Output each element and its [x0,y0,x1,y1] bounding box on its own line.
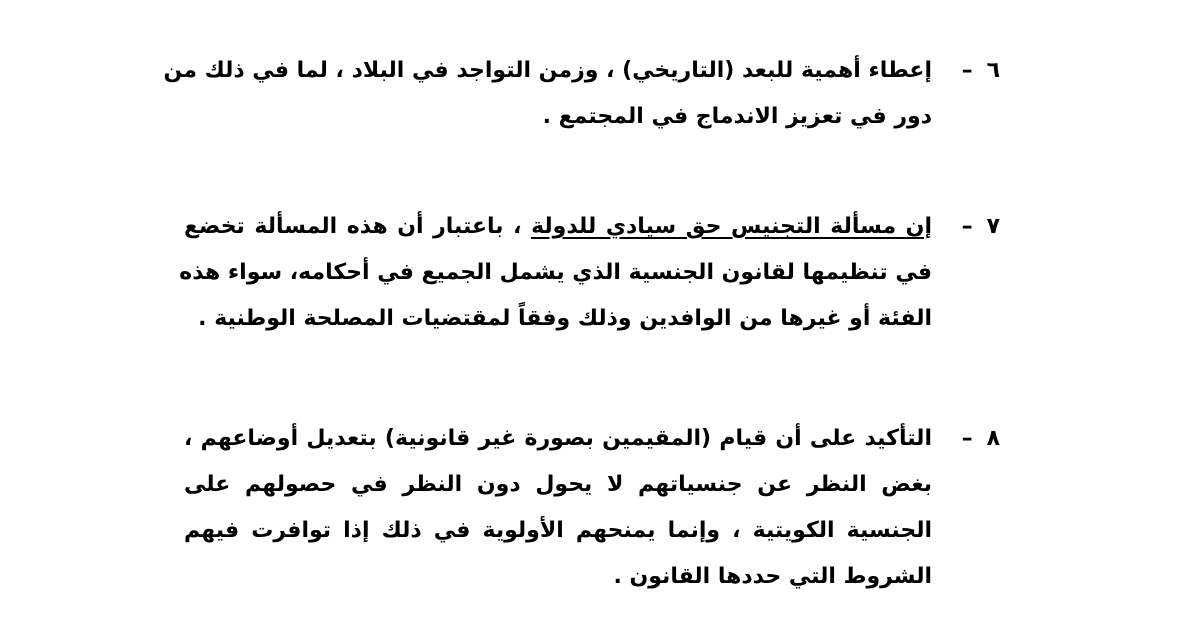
text-line: دور في تعزيز الاندماج في المجتمع . [542,104,932,129]
item-number: ٦– [961,58,1000,83]
item-number: ٧– [961,214,1000,239]
text-line [184,204,932,250]
underlined-phrase: إن مسألة التجنيس حق سيادي للدولة [531,214,932,239]
first-line-rest: ، باعتبار أن هذه المسألة تخضع [184,214,532,239]
text-line: بغض النظر عن جنسياتهم لا يحول دون النظر في حصولهم على [184,472,932,497]
text-line: إعطاء أهمية للبعد (التاريخي) ، وزمن التواجد في البلاد ، لما في ذلك من [163,58,932,83]
item-text [184,416,932,600]
item-text [163,48,932,140]
text-line: التأكيد على أن قيام (المقيمين بصورة غير قانونية) بتعديل أوضاعهم ، [184,426,932,451]
text-line: الجنسية الكويتية ، وإنما يمنحهم الأولوية في ذلك إذا توافرت فيهم [184,518,932,543]
text-line: في تنظيمها لقانون الجنسية الذي يشمل الجميع في أحكامه، سواء هذه [179,260,932,285]
text-line: الفئة أو غيرها من الوافدين وذلك وفقاً لمقتضيات المصلحة الوطنية . [198,306,932,331]
item-number: ٨– [961,426,1000,451]
text-line: الشروط التي حددها القانون . [613,564,932,589]
item-text [179,204,932,342]
